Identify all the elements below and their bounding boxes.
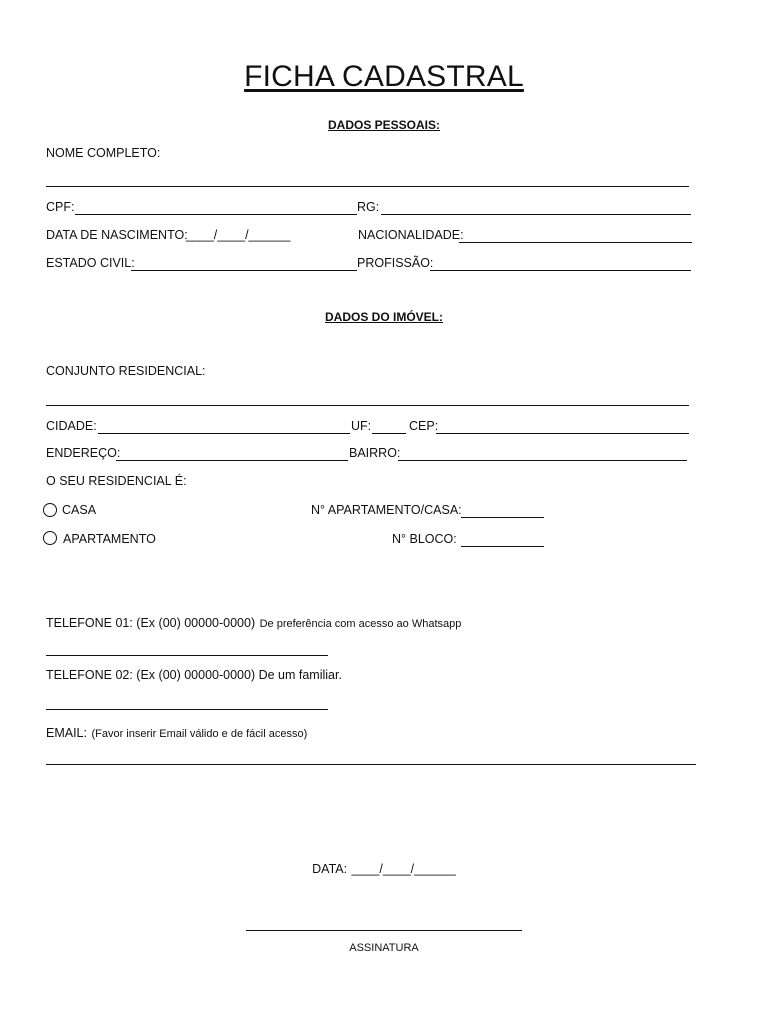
unit-number-label: N° APARTAMENTO/CASA:	[311, 503, 462, 517]
phone1-row	[46, 614, 461, 632]
cpf-field[interactable]	[75, 214, 357, 215]
section-heading-property: DADOS DO IMÓVEL:	[324, 310, 443, 324]
full-name-field[interactable]	[46, 186, 689, 187]
email-note: (Favor inserir Email válido e de fácil acesso)	[91, 728, 308, 740]
date-row	[0, 860, 768, 878]
cpf-label: CPF:	[46, 200, 75, 214]
block-number-label: N° BLOCO:	[392, 532, 457, 546]
uf-field[interactable]	[372, 433, 406, 434]
address-label: ENDEREÇO:	[46, 446, 121, 460]
marital-status-field[interactable]	[131, 270, 357, 271]
marital-status-label: ESTADO CIVIL:	[46, 256, 135, 270]
date-label: DATA:	[312, 862, 348, 876]
district-label: BAIRRO:	[349, 446, 401, 460]
email-row	[46, 724, 307, 742]
profession-label: PROFISSÃO:	[357, 256, 434, 270]
rg-field[interactable]	[381, 214, 691, 215]
cep-field[interactable]	[436, 433, 689, 434]
residence-question-label: O SEU RESIDENCIAL É:	[46, 474, 187, 488]
phone1-label: TELEFONE 01: (Ex (00) 00000-0000)	[46, 616, 256, 630]
profession-field[interactable]	[430, 270, 691, 271]
block-number-field[interactable]	[461, 546, 544, 547]
phone1-field[interactable]	[46, 655, 328, 656]
section-heading-personal: DADOS PESSOAIS:	[327, 118, 441, 132]
district-field[interactable]	[398, 460, 687, 461]
uf-label: UF:	[351, 419, 372, 433]
birth-date-field[interactable]: ____/____/______	[186, 228, 291, 242]
form-title: FICHA CADASTRAL	[244, 60, 524, 93]
phone2-field[interactable]	[46, 709, 328, 710]
phone2-label: TELEFONE 02: (Ex (00) 00000-0000) De um familiar.	[46, 668, 342, 682]
residential-complex-label: CONJUNTO RESIDENCIAL:	[46, 364, 206, 378]
cep-label: CEP:	[409, 419, 439, 433]
email-label: EMAIL:	[46, 726, 87, 740]
unit-number-field[interactable]	[461, 517, 544, 518]
apartment-option-label: APARTAMENTO	[63, 532, 156, 546]
address-field[interactable]	[116, 460, 348, 461]
city-field[interactable]	[98, 433, 350, 434]
residential-complex-field[interactable]	[46, 405, 689, 406]
house-radio[interactable]	[43, 503, 57, 517]
nationality-field[interactable]	[459, 242, 692, 243]
nationality-label: NACIONALIDADE:	[358, 228, 464, 242]
full-name-label: NOME COMPLETO:	[46, 146, 161, 160]
birth-date-label: DATA DE NASCIMENTO:	[46, 228, 188, 242]
phone1-note: De preferência com acesso ao Whatsapp	[259, 618, 462, 630]
email-field[interactable]	[46, 764, 696, 765]
signature-line[interactable]	[246, 930, 522, 931]
city-label: CIDADE:	[46, 419, 97, 433]
house-option-label: CASA	[62, 503, 97, 517]
apartment-radio[interactable]	[43, 531, 57, 545]
signature-label: ASSINATURA	[349, 942, 419, 954]
rg-label: RG:	[357, 200, 380, 214]
date-field[interactable]: ____/____/______	[351, 862, 456, 876]
